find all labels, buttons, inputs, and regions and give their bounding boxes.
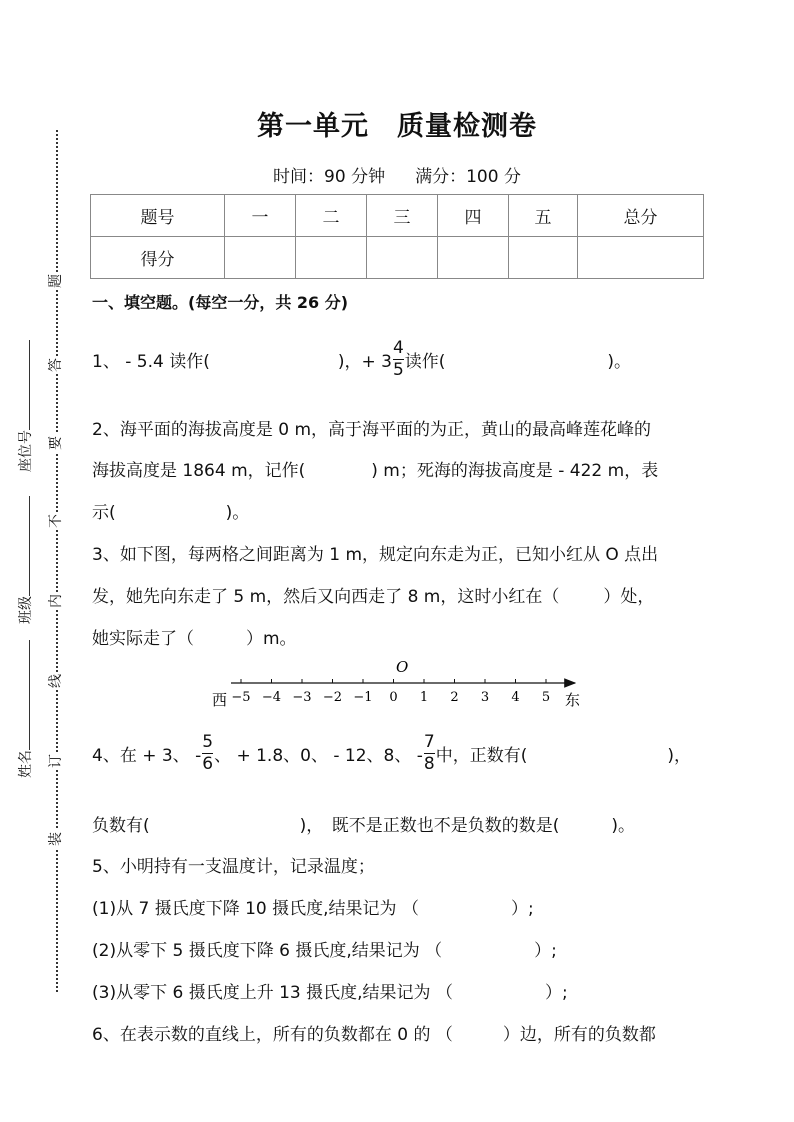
west-label: 西	[212, 691, 228, 709]
question-2-line-2	[92, 456, 658, 481]
q4-text-d: )，	[667, 746, 692, 766]
question-5-part-2	[92, 936, 557, 961]
q5-text-a: (1)从 7 摄氏度下降 10 摄氏度,结果记为 （	[92, 899, 419, 919]
q4-text-e: 负数有(	[92, 816, 150, 836]
q2-text-c: 示(	[92, 503, 116, 523]
q5-text-e: (3)从零下 6 摄氏度上升 13 摄氏度,结果记为 （	[92, 983, 453, 1003]
header-cell: 题号	[91, 195, 225, 237]
q1-text-a: 1、 - 5.4 读作(	[92, 352, 210, 372]
header-cell: 一	[225, 195, 296, 237]
q5-text-d: ）;	[534, 941, 557, 961]
margin-char: 装	[48, 832, 64, 846]
q1-text-b: )，+ 3	[337, 352, 392, 372]
q6-text-a: 6、在表示数的直线上，所有的负数都在 0 的 （	[92, 1025, 453, 1045]
seat-number-label: 座位号	[18, 430, 34, 472]
q1-text-d: )。	[607, 352, 632, 372]
score-table-score-row	[91, 237, 704, 279]
number-line-tick-label: −2	[322, 690, 343, 705]
numerator: 7	[423, 732, 435, 752]
exam-full-score: 满分：100 分	[415, 167, 521, 187]
question-3-line-2	[92, 582, 654, 607]
number-line-tick-label: 5	[541, 690, 551, 705]
q5-text-f: ）;	[544, 983, 568, 1003]
q3-text-c: 她实际走了（	[92, 629, 194, 649]
denominator: 6	[202, 754, 214, 774]
header-cell: 三	[367, 195, 438, 237]
score-table-header-row	[91, 195, 704, 237]
name-field[interactable]	[15, 640, 35, 778]
number-line-tick-label: −5	[231, 690, 251, 705]
number-line-tick-label: −4	[261, 690, 282, 705]
margin-char: 订	[48, 754, 64, 768]
score-cell[interactable]	[438, 237, 509, 279]
class-line	[15, 496, 30, 596]
q4-text-a: 4、在 + 3、 -	[92, 746, 202, 766]
q3-text-b: ）处，	[603, 587, 655, 607]
header-cell: 总分	[578, 195, 704, 237]
section-title: 一、填空题。(每空一分，共 26 分)	[92, 293, 349, 312]
question-3-line-1: 3、如下图，每两格之间距离为 1 m，规定向东走为正，已知小红从 O 点出	[92, 545, 659, 565]
origin-label: O	[396, 658, 409, 676]
score-cell[interactable]	[578, 237, 704, 279]
margin-char: 线	[48, 674, 64, 688]
row-label: 得分	[91, 237, 225, 279]
question-5-part-1	[92, 894, 534, 919]
number-line-tick-label: 0	[389, 690, 398, 705]
question-3-line-3	[92, 624, 297, 649]
fraction	[202, 734, 213, 773]
question-5-intro: 5、小明持有一支温度计，记录温度；	[92, 857, 375, 877]
name-line	[15, 640, 30, 750]
numerator: 5	[202, 732, 214, 752]
number-line-tick-label: 2	[450, 690, 459, 705]
q5-text-c: (2)从零下 5 摄氏度下降 6 摄氏度,结果记为 （	[92, 941, 443, 961]
score-cell[interactable]	[509, 237, 578, 279]
question-4-line-1	[92, 734, 691, 788]
exam-time: 时间：90 分钟	[273, 167, 386, 187]
q4-text-c: 中，正数有(	[435, 746, 528, 766]
fraction	[393, 340, 404, 379]
binding-dotted-line	[56, 130, 58, 992]
class-field[interactable]	[15, 496, 35, 624]
number-line-tick-label: 1	[419, 690, 429, 705]
q2-text-d: )。	[225, 503, 250, 523]
seat-number-field[interactable]	[15, 340, 35, 472]
q2-text-b: ) m；死海的海拔高度是 - 422 m，表	[371, 461, 659, 481]
margin-char: 题	[48, 274, 64, 288]
exam-info	[0, 162, 794, 187]
question-4-line-2	[92, 811, 635, 836]
class-label: 班级	[18, 596, 34, 624]
page-title: 第一单元 质量检测卷	[257, 111, 537, 142]
number-line	[205, 652, 595, 716]
score-cell[interactable]	[367, 237, 438, 279]
header-cell: 二	[296, 195, 367, 237]
denominator: 8	[423, 754, 435, 774]
header-cell: 五	[509, 195, 578, 237]
q6-text-b: ）边，所有的负数都	[502, 1025, 656, 1045]
question-2-line-1: 2、海平面的海拔高度是 0 m，高于海平面的为正，黄山的最高峰莲花峰的	[92, 420, 651, 440]
name-label: 姓名	[18, 750, 34, 778]
number-line-tick-label: −3	[292, 690, 312, 705]
score-table	[90, 194, 704, 279]
score-cell[interactable]	[296, 237, 367, 279]
q1-text-c: 读作(	[404, 352, 446, 372]
east-label: 东	[565, 691, 581, 709]
margin-char: 内	[48, 594, 64, 608]
margin-char: 不	[48, 514, 64, 528]
question-6	[92, 1020, 656, 1045]
fraction	[424, 734, 435, 773]
numerator: 4	[392, 338, 404, 358]
margin-char: 要	[48, 436, 64, 450]
question-2-line-3	[92, 498, 249, 523]
header-cell: 四	[438, 195, 509, 237]
q2-text-a: 海拔高度是 1864 m，记作(	[92, 461, 306, 481]
q4-text-b: 、 + 1.8、0、 - 12、8、 -	[214, 746, 423, 766]
number-line-tick-label: 3	[480, 690, 490, 705]
question-5-part-3	[92, 978, 568, 1003]
q4-text-f: )， 既不是正数也不是负数的数是(	[299, 816, 560, 836]
q4-text-g: )。	[611, 816, 636, 836]
number-line-tick-label: 4	[511, 690, 520, 705]
number-line-tick-label: −1	[353, 690, 373, 705]
question-1	[92, 340, 631, 388]
score-cell[interactable]	[225, 237, 296, 279]
margin-char: 答	[48, 358, 64, 372]
q3-text-d: ）m。	[246, 629, 297, 649]
q5-text-b: ）;	[510, 899, 534, 919]
seat-number-line	[15, 340, 30, 430]
q3-text-a: 发，她先向东走了 5 m，然后又向西走了 8 m，这时小红在（	[92, 587, 560, 607]
denominator: 5	[392, 360, 404, 380]
